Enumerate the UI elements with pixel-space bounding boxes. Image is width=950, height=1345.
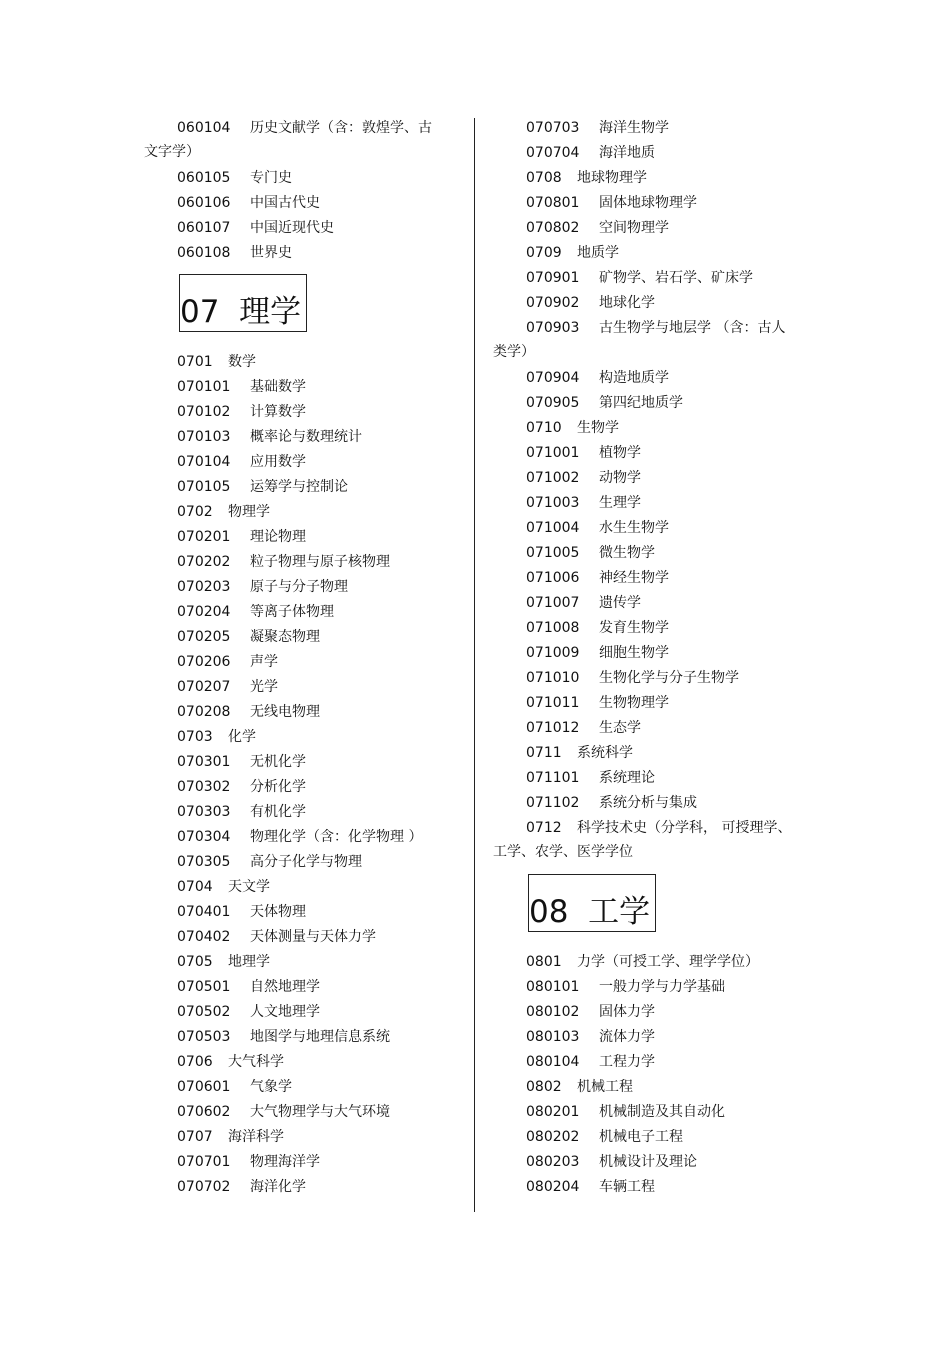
discipline-code: 080204 [526,1179,580,1195]
list-item [493,691,808,716]
discipline-name: 物理海洋学 [250,1154,320,1170]
discipline-code: 070501 [177,979,231,995]
discipline-name: 神经生物学 [599,570,669,586]
discipline-name: 科学技术史（分学科， 可授理学、 [577,820,792,836]
discipline-name: 地图学与地理信息系统 [250,1029,390,1045]
discipline-code: 070207 [177,679,231,695]
column-divider [474,118,475,1212]
list-item [493,666,808,691]
discipline-code: 071003 [526,495,580,511]
list-item [493,416,808,441]
discipline-code: 070704 [526,145,580,161]
discipline-name: 应用数学 [250,454,306,470]
discipline-code: 0710 [526,420,562,436]
discipline-name: 细胞生物学 [599,645,669,661]
discipline-name: 车辆工程 [599,1179,655,1195]
discipline-code: 0705 [177,954,213,970]
discipline-name: 大气物理学与大气环境 [250,1104,390,1120]
discipline-code: 070104 [177,454,231,470]
list-item [144,700,454,725]
discipline-code: 060104 [177,120,231,136]
list-item [493,616,808,641]
section-heading-box [179,274,307,332]
discipline-name: 流体力学 [599,1029,655,1045]
discipline-name: 一般力学与力学基础 [599,979,725,995]
discipline-code: 070802 [526,220,580,236]
list-item [493,591,808,616]
list-item [144,475,454,500]
list-item [144,425,454,450]
list-item-line [526,316,785,340]
discipline-code: 0701 [177,354,213,370]
discipline-name: 生理学 [599,495,641,511]
discipline-name: 大气科学 [228,1054,284,1070]
list-item [493,216,808,241]
section-name: 理学 [239,294,302,330]
discipline-code: 071005 [526,545,580,561]
discipline-code: 070305 [177,854,231,870]
discipline-code: 070904 [526,370,580,386]
discipline-name: 海洋生物学 [599,120,669,136]
section-code: 08 [529,894,569,930]
discipline-code: 070703 [526,120,580,136]
list-item [144,400,454,425]
discipline-code: 071008 [526,620,580,636]
discipline-code: 071102 [526,795,580,811]
list-item [144,166,454,191]
discipline-name: 系统科学 [577,745,633,761]
discipline-code: 0801 [526,954,562,970]
list-item [493,541,808,566]
discipline-name: 物理学 [228,504,270,520]
discipline-code: 070602 [177,1104,231,1120]
discipline-name: 海洋化学 [250,1179,306,1195]
list-item [144,875,454,900]
discipline-code: 070208 [177,704,231,720]
list-item [493,191,808,216]
discipline-name: 机械设计及理论 [599,1154,697,1170]
discipline-name: 系统分析与集成 [599,795,697,811]
list-item [493,316,808,366]
list-item [144,1000,454,1025]
discipline-name: 生物化学与分子生物学 [599,670,739,686]
list-item [493,641,808,666]
discipline-code: 071001 [526,445,580,461]
right-column [493,116,808,1200]
list-item [493,1100,808,1125]
discipline-code: 070105 [177,479,231,495]
discipline-name: 等离子体物理 [250,604,334,620]
discipline-name-continuation: 文字学） [144,144,200,160]
discipline-code: 080104 [526,1054,580,1070]
discipline-name: 工程力学 [599,1054,655,1070]
discipline-code: 071011 [526,695,580,711]
list-item [144,350,454,375]
discipline-name: 生态学 [599,720,641,736]
discipline-code: 071007 [526,595,580,611]
discipline-name: 高分子化学与物理 [250,854,362,870]
list-item [144,950,454,975]
list-item [144,216,454,241]
discipline-name: 天文学 [228,879,270,895]
discipline-name: 基础数学 [250,379,306,395]
discipline-code: 080203 [526,1154,580,1170]
discipline-name: 原子与分子物理 [250,579,348,595]
discipline-name: 人文地理学 [250,1004,320,1020]
discipline-name: 自然地理学 [250,979,320,995]
discipline-name: 地球物理学 [577,170,647,186]
list-item [144,1075,454,1100]
section-heading [493,866,808,950]
discipline-name: 机械工程 [577,1079,633,1095]
list-item [144,725,454,750]
list-item [144,241,454,266]
list-item [144,1100,454,1125]
list-item [493,566,808,591]
discipline-code: 080201 [526,1104,580,1120]
discipline-name: 机械制造及其自动化 [599,1104,725,1120]
discipline-code: 060106 [177,195,231,211]
list-item [144,191,454,216]
discipline-code: 070401 [177,904,231,920]
discipline-name: 中国古代史 [250,195,320,211]
discipline-code: 070503 [177,1029,231,1045]
section-code: 07 [180,294,220,330]
discipline-name: 计算数学 [250,404,306,420]
list-item [493,950,808,975]
discipline-name: 地质学 [577,245,619,261]
list-item [144,925,454,950]
discipline-name: 无线电物理 [250,704,320,720]
discipline-code: 0709 [526,245,562,261]
list-item [493,975,808,1000]
discipline-name: 遗传学 [599,595,641,611]
list-item [144,775,454,800]
discipline-code: 070901 [526,270,580,286]
discipline-name: 气象学 [250,1079,292,1095]
list-item [144,625,454,650]
discipline-code: 060107 [177,220,231,236]
discipline-code: 071012 [526,720,580,736]
discipline-code: 0702 [177,504,213,520]
list-item [493,1125,808,1150]
discipline-name: 地理学 [228,954,270,970]
discipline-code: 070301 [177,754,231,770]
list-item [144,675,454,700]
discipline-name: 运筹学与控制论 [250,479,348,495]
discipline-name: 数学 [228,354,256,370]
discipline-code: 0712 [526,820,562,836]
discipline-name: 空间物理学 [599,220,669,236]
discipline-code: 070101 [177,379,231,395]
discipline-name-continuation: 工学、农学、医学学位 [493,844,633,860]
discipline-code: 080202 [526,1129,580,1145]
list-item [144,900,454,925]
list-item [493,266,808,291]
discipline-name: 生物物理学 [599,695,669,711]
discipline-code: 0711 [526,745,562,761]
discipline-name: 有机化学 [250,804,306,820]
discipline-code: 071101 [526,770,580,786]
discipline-code: 071006 [526,570,580,586]
discipline-code: 080101 [526,979,580,995]
list-item [144,525,454,550]
discipline-name: 概率论与数理统计 [250,429,362,445]
list-item [144,825,454,850]
discipline-code: 070702 [177,1179,231,1195]
list-item [493,816,808,866]
discipline-code: 071010 [526,670,580,686]
discipline-name: 声学 [250,654,278,670]
list-item [493,166,808,191]
discipline-name: 中国近现代史 [250,220,334,236]
discipline-code: 070206 [177,654,231,670]
list-item-line [526,816,791,840]
discipline-code: 070201 [177,529,231,545]
section-heading [144,266,454,350]
discipline-name: 机械电子工程 [599,1129,683,1145]
list-item [493,1175,808,1200]
list-item [144,1125,454,1150]
list-item [493,291,808,316]
list-item [144,1175,454,1200]
list-item [493,716,808,741]
discipline-code: 070304 [177,829,231,845]
discipline-name: 固体地球物理学 [599,195,697,211]
list-item [493,366,808,391]
discipline-code: 071009 [526,645,580,661]
discipline-name: 古生物学与地层学 （含：古人 [599,320,786,336]
list-item [493,741,808,766]
discipline-code: 070502 [177,1004,231,1020]
discipline-name: 理论物理 [250,529,306,545]
left-column [144,116,454,1200]
discipline-code: 070103 [177,429,231,445]
list-item [144,550,454,575]
list-item [493,1150,808,1175]
discipline-code: 070801 [526,195,580,211]
discipline-name: 生物学 [577,420,619,436]
discipline-name: 世界史 [250,245,292,261]
list-item [493,441,808,466]
discipline-name: 系统理论 [599,770,655,786]
discipline-name: 水生生物学 [599,520,669,536]
list-item [493,241,808,266]
section-heading-text [529,895,650,929]
discipline-name: 粒子物理与原子核物理 [250,554,390,570]
list-item [493,116,808,141]
discipline-code: 0706 [177,1054,213,1070]
discipline-code: 071002 [526,470,580,486]
list-item [493,491,808,516]
list-item [493,766,808,791]
list-item [144,600,454,625]
discipline-code: 070905 [526,395,580,411]
discipline-code: 0704 [177,879,213,895]
list-item [144,975,454,1000]
discipline-name: 化学 [228,729,256,745]
list-item [144,1025,454,1050]
discipline-name: 天体物理 [250,904,306,920]
discipline-code: 070203 [177,579,231,595]
discipline-code: 080102 [526,1004,580,1020]
list-item [144,850,454,875]
discipline-code: 060105 [177,170,231,186]
discipline-code: 070102 [177,404,231,420]
discipline-name: 力学（可授工学、理学学位） [577,954,759,970]
discipline-code: 0703 [177,729,213,745]
discipline-name: 矿物学、岩石学、矿床学 [599,270,753,286]
list-item [144,116,454,166]
discipline-name: 植物学 [599,445,641,461]
discipline-name: 光学 [250,679,278,695]
discipline-code: 080103 [526,1029,580,1045]
list-item [493,1000,808,1025]
list-item [493,1075,808,1100]
discipline-code: 070302 [177,779,231,795]
discipline-name-continuation: 类学） [493,344,535,360]
discipline-code: 0802 [526,1079,562,1095]
discipline-name: 地球化学 [599,295,655,311]
discipline-name: 专门史 [250,170,292,186]
section-heading-box [528,874,656,932]
list-item [493,516,808,541]
discipline-name: 分析化学 [250,779,306,795]
list-item [144,1150,454,1175]
list-item [144,1050,454,1075]
discipline-code: 070202 [177,554,231,570]
discipline-name: 第四纪地质学 [599,395,683,411]
discipline-code: 070902 [526,295,580,311]
discipline-name: 海洋科学 [228,1129,284,1145]
discipline-name: 发育生物学 [599,620,669,636]
discipline-name: 无机化学 [250,754,306,770]
discipline-name: 构造地质学 [599,370,669,386]
list-item-line [177,116,432,140]
list-item [144,750,454,775]
discipline-name: 天体测量与天体力学 [250,929,376,945]
list-item [144,500,454,525]
list-item [144,575,454,600]
section-name: 工学 [588,894,651,930]
list-item [493,141,808,166]
list-item [493,1050,808,1075]
discipline-name: 物理化学（含：化学物理 ） [250,829,423,845]
list-item [493,791,808,816]
discipline-code: 0708 [526,170,562,186]
discipline-code: 070402 [177,929,231,945]
list-item [493,391,808,416]
discipline-code: 070701 [177,1154,231,1170]
list-item [144,375,454,400]
discipline-code: 070205 [177,629,231,645]
discipline-code: 060108 [177,245,231,261]
discipline-name: 历史文献学（含：敦煌学、古 [250,120,432,136]
list-item [493,466,808,491]
section-heading-text [180,295,301,329]
discipline-name: 海洋地质 [599,145,655,161]
discipline-code: 070204 [177,604,231,620]
discipline-code: 070601 [177,1079,231,1095]
discipline-code: 071004 [526,520,580,536]
list-item [493,1025,808,1050]
list-item [144,650,454,675]
discipline-name: 微生物学 [599,545,655,561]
list-item [144,800,454,825]
discipline-name: 凝聚态物理 [250,629,320,645]
discipline-code: 070903 [526,320,580,336]
discipline-name: 动物学 [599,470,641,486]
discipline-name: 固体力学 [599,1004,655,1020]
list-item [144,450,454,475]
discipline-code: 0707 [177,1129,213,1145]
discipline-code: 070303 [177,804,231,820]
